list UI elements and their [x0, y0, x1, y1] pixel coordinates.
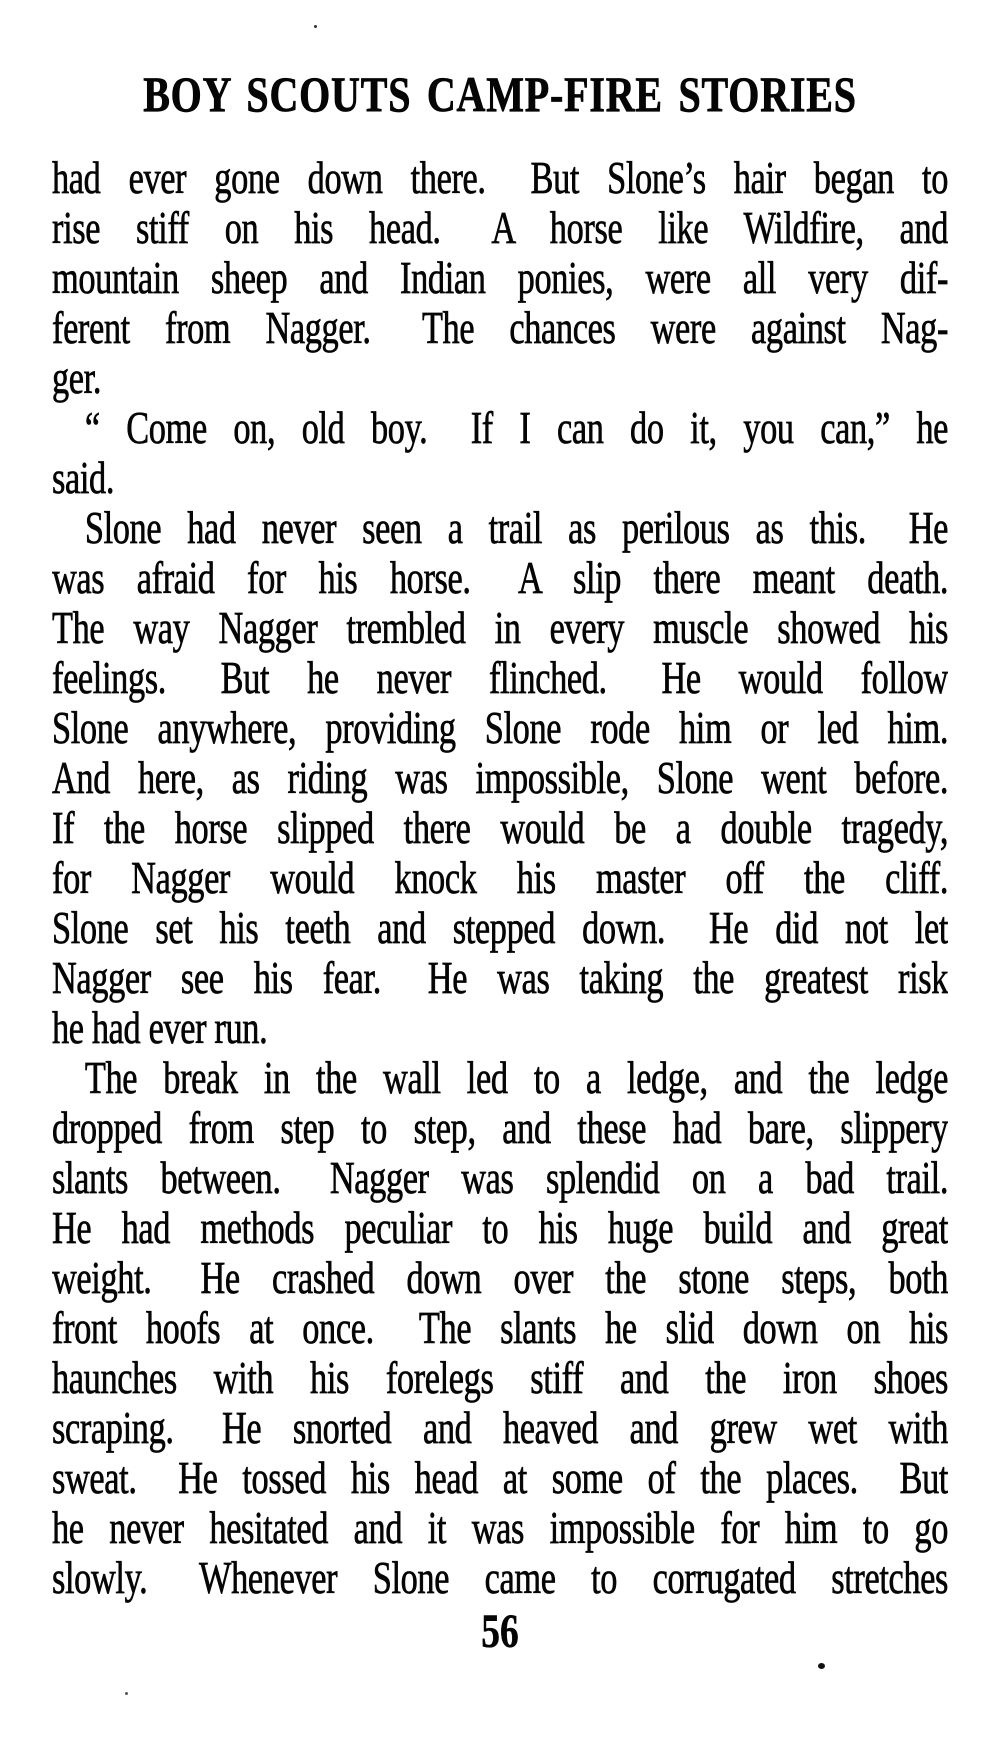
text-line: was afraid for his horse. A slip there meant death. — [52, 553, 949, 603]
text-line: And here, as riding was impossible, Slone went before. — [52, 753, 949, 803]
text-line: had ever gone down there. But Slone’s hair began to — [52, 153, 949, 203]
text-line: scraping. He snorted and heaved and grew wet with — [52, 1403, 949, 1453]
scan-speck-right — [818, 1663, 825, 1669]
running-head: BOY SCOUTS CAMP-FIRE STORIES — [143, 66, 857, 122]
text-line: “ Come on, old boy. If I can do it, you can,” he — [84, 403, 949, 453]
text-line: He had methods peculiar to his huge build and great — [52, 1203, 949, 1253]
text-line: weight. He crashed down over the stone steps, both — [52, 1253, 949, 1303]
text-line: haunches with his forelegs stiff and the iron shoes — [52, 1353, 949, 1403]
text-line: dropped from step to step, and these had bare, slippery — [52, 1103, 949, 1153]
text-line: The break in the wall led to a ledge, and the ledge — [84, 1053, 949, 1103]
text-line: slowly. Whenever Slone came to corrugated stretches — [52, 1553, 949, 1603]
text-line: he never hesitated and it was impossible for him to go — [52, 1503, 949, 1553]
text-line: slants between. Nagger was splendid on a bad trail. — [52, 1153, 949, 1203]
scan-speck-left — [125, 1692, 128, 1695]
text-line: for Nagger would knock his master off the cliff. — [52, 853, 949, 903]
text-line: he had ever run. — [52, 1003, 268, 1053]
text-line: ger. — [52, 353, 102, 403]
text-line: mountain sheep and Indian ponies, were all very dif- — [52, 253, 949, 303]
text-line: feelings. But he never flinched. He would follow — [52, 653, 949, 703]
body-text — [52, 153, 948, 1603]
text-line: ferent from Nagger. The chances were against Nag- — [52, 303, 949, 353]
text-line: said. — [52, 453, 115, 503]
text-line: Slone set his teeth and stepped down. He did not let — [52, 903, 949, 953]
text-line: If the horse slipped there would be a double tragedy, — [52, 803, 949, 853]
text-line: sweat. He tossed his head at some of the places. But — [52, 1453, 949, 1503]
text-line: Nagger see his fear. He was taking the greatest risk — [52, 953, 949, 1003]
text-line: Slone anywhere, providing Slone rode him or led him. — [52, 703, 949, 753]
scan-speck-top — [314, 25, 317, 28]
text-line: The way Nagger trembled in every muscle showed his — [52, 603, 949, 653]
text-line: rise stiff on his head. A horse like Wildfire, and — [52, 203, 949, 253]
page-number: 56 — [481, 1605, 519, 1658]
text-line: Slone had never seen a trail as perilous as this. He — [84, 503, 949, 553]
text-line: front hoofs at once. The slants he slid down on his — [52, 1303, 949, 1353]
